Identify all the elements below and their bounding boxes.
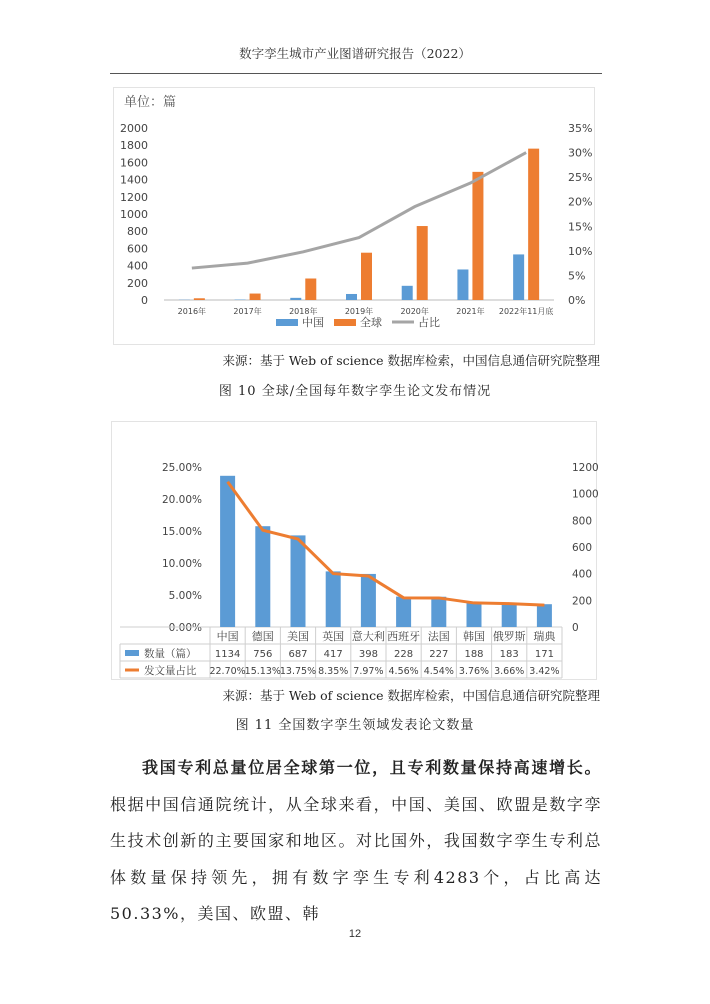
y-left-tick: 400 [127, 259, 148, 273]
y-left-tick: 1400 [120, 173, 148, 187]
y-left-tick: 15.00% [161, 526, 202, 538]
bar-count [220, 476, 235, 627]
x-tick-label: 法国 [427, 630, 450, 643]
x-tick-label: 德国 [251, 630, 274, 643]
y-right-tick: 15% [568, 220, 593, 234]
x-tick-label: 英国 [322, 630, 345, 643]
figure-11-chart [111, 421, 597, 680]
figure-10-chart [113, 87, 595, 345]
line-share [228, 482, 545, 605]
bar-count [291, 535, 306, 627]
bar-全球 [361, 253, 372, 300]
x-tick-label: 2019年 [344, 307, 374, 316]
bar-全球 [194, 298, 205, 300]
bar-count [396, 597, 411, 627]
table-value-share: 3.76% [458, 666, 490, 677]
legend-label-全球: 全球 [360, 316, 382, 329]
body-rest: 根据中国信通院统计，从全球来看，中国、美国、欧盟是数字孪生技术创新的主要国家和地区。对比国外，我国数字孪生专利总体数量保持领先，拥有数字孪生专利4283个，占比高达50.33%，美国、欧盟、韩 [110, 794, 602, 923]
y-right-tick: 0% [568, 294, 586, 307]
bar-全球 [417, 226, 428, 300]
bar-中国 [346, 294, 357, 300]
y-left-tick: 1800 [120, 139, 148, 153]
bar-中国 [402, 286, 413, 300]
x-tick-label: 2018年 [289, 307, 318, 316]
x-tick-label: 2022年11月底 [498, 307, 554, 316]
y-right-tick: 1200 [572, 462, 599, 474]
bar-中国 [290, 298, 301, 300]
bar-count [467, 602, 482, 627]
table-value-count: 188 [464, 649, 484, 660]
bar-count [431, 597, 446, 627]
body-lead-sentence: 我国专利总量位居全球第一位，且专利数量保持高速增长。 [142, 758, 602, 777]
figure-11-caption: 图 11 全国数字孪生领域发表论文数量 [235, 718, 475, 733]
table-value-share: 4.54% [423, 666, 454, 677]
y-right-tick: 200 [572, 595, 593, 608]
unit-label: 单位：篇 [124, 95, 177, 110]
x-tick-label: 西班牙 [387, 630, 421, 643]
y-right-tick: 600 [572, 542, 593, 554]
y-right-tick: 5% [568, 269, 586, 283]
legend-label-share: 发文量占比 [144, 665, 197, 677]
legend-swatch-中国 [276, 319, 298, 326]
y-left-tick: 800 [127, 225, 148, 239]
bar-count [502, 603, 517, 627]
bar-count [326, 571, 341, 627]
y-left-tick: 200 [127, 276, 148, 290]
figure-10-svg [114, 88, 594, 344]
y-right-tick: 20% [568, 195, 593, 209]
y-right-tick: 800 [572, 515, 593, 528]
x-tick-label: 中国 [216, 630, 239, 643]
y-right-tick: 1000 [572, 488, 599, 501]
legend-label-占比: 占比 [418, 316, 440, 329]
y-right-tick: 10% [568, 244, 593, 258]
header-rule [110, 73, 602, 74]
table-value-share: 3.66% [494, 666, 525, 677]
x-tick-label: 瑞典 [533, 630, 556, 643]
bar-中国 [457, 269, 468, 300]
y-right-tick: 400 [572, 568, 593, 581]
table-value-share: 3.42% [529, 666, 560, 677]
bar-全球 [528, 149, 539, 300]
y-right-tick: 30% [568, 146, 593, 160]
table-value-share: 13.75% [279, 666, 317, 677]
table-value-count: 756 [253, 649, 273, 660]
table-value-share: 4.56% [388, 666, 419, 677]
legend-swatch-全球 [334, 319, 356, 326]
bar-全球 [472, 172, 483, 300]
x-tick-label: 美国 [287, 630, 309, 643]
bar-count [361, 574, 376, 627]
table-value-count: 398 [358, 649, 378, 660]
legend-label-中国: 中国 [302, 316, 324, 329]
y-left-tick: 600 [127, 242, 148, 256]
table-value-share: 22.70% [209, 666, 246, 677]
table-value-count: 687 [288, 649, 308, 660]
table-value-count: 228 [394, 649, 414, 660]
y-right-tick: 25% [568, 171, 593, 185]
legend-label-count: 数量（篇） [144, 648, 197, 660]
table-value-count: 183 [499, 649, 519, 660]
page-number: 12 [348, 928, 362, 940]
table-value-count: 171 [534, 649, 554, 660]
table-value-count: 227 [429, 649, 449, 660]
bar-全球 [250, 294, 261, 300]
x-tick-label: 意大利 [351, 630, 385, 643]
bar-全球 [305, 279, 316, 301]
bar-count [537, 604, 552, 627]
figure-10-source: 来源：基于 Web of science 数据库检索，中国信息通信研究院整理 [222, 353, 600, 368]
table-value-count: 1134 [214, 649, 241, 660]
x-tick-label: 2017年 [233, 307, 262, 316]
x-tick-label: 2020年 [400, 307, 429, 316]
table-value-share: 7.97% [353, 666, 384, 677]
table-value-count: 417 [323, 649, 343, 660]
bar-count [255, 526, 270, 627]
y-left-tick: 0.00% [168, 622, 202, 634]
x-tick-label: 2021年 [456, 307, 485, 316]
figure-11-svg [112, 422, 599, 679]
y-left-tick: 0 [141, 294, 148, 307]
y-left-tick: 1600 [120, 156, 148, 170]
figure-10-caption: 图 10 全球/全国每年数字孪生论文发布情况 [218, 384, 492, 399]
x-tick-label: 俄罗斯 [492, 630, 526, 643]
y-left-tick: 10.00% [161, 558, 202, 570]
bar-中国 [513, 254, 524, 300]
y-right-tick: 0 [572, 622, 579, 634]
y-right-tick: 35% [568, 122, 593, 135]
y-left-tick: 25.00% [161, 462, 202, 474]
x-tick-label: 2016年 [177, 307, 207, 316]
figure-11-source: 来源：基于 Web of science 数据库检索，中国信息通信研究院整理 [222, 688, 600, 703]
table-value-share: 15.13% [244, 666, 281, 677]
y-left-tick: 20.00% [161, 494, 202, 506]
legend-swatch-count [125, 650, 139, 656]
running-header: 数字孪生城市产业图谱研究报告（2022） [239, 46, 471, 61]
table-value-share: 8.35% [318, 666, 349, 677]
y-left-tick: 1000 [120, 208, 148, 221]
y-left-tick: 2000 [120, 122, 148, 135]
y-left-tick: 5.00% [168, 590, 202, 602]
body-paragraph [110, 750, 602, 933]
y-left-tick: 1200 [120, 190, 148, 204]
x-tick-label: 韩国 [463, 630, 485, 643]
